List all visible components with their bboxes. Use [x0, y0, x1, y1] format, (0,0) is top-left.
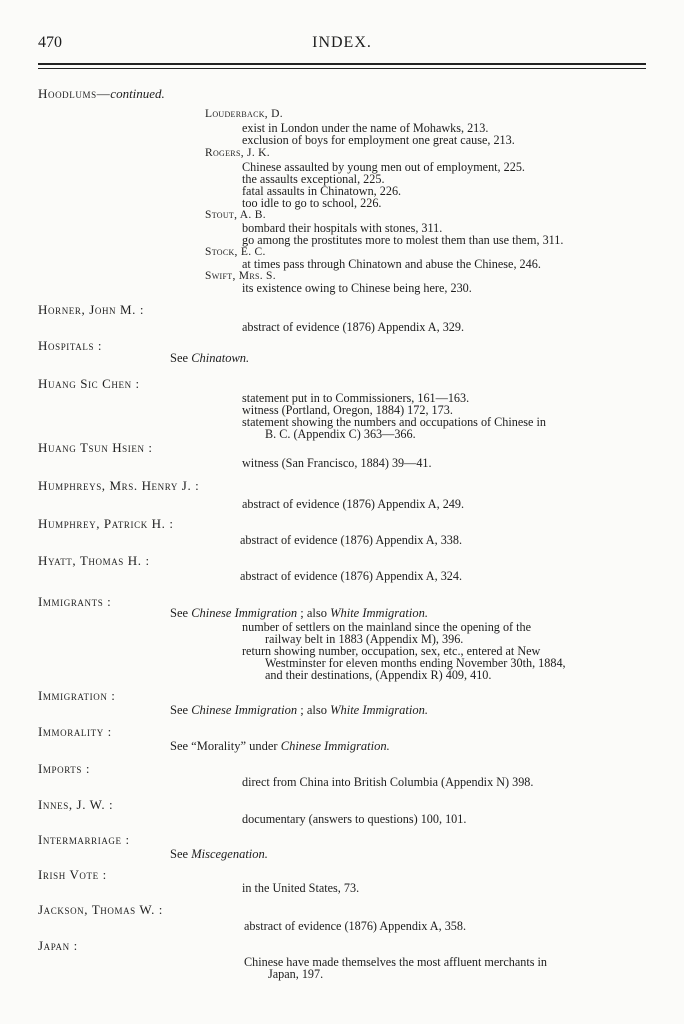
header-rule-thick — [38, 63, 646, 65]
sub-entry-louderback: Louderback, D. — [205, 108, 283, 120]
entry-heading-immorality: Immorality : — [38, 724, 112, 739]
entry-line: return showing number, occupation, sex, etc., entered at New — [242, 644, 541, 658]
entry-line: fatal assaults in Chinatown, 226. — [242, 184, 402, 198]
sub-entry-stout: Stout, A. B. — [205, 209, 266, 221]
entry-line: Chinese have made themselves the most affluent merchants in — [244, 955, 548, 969]
entry-line: witness (Portland, Oregon, 1884) 172, 173. — [242, 403, 453, 417]
entry-line: abstract of evidence (1876) Appendix A, 249. — [242, 497, 465, 511]
entry-heading-humphreys: Humphreys, Mrs. Henry J. : — [38, 478, 200, 493]
entry-line: exclusion of boys for employment one great cause, 213. — [242, 133, 515, 147]
entry-line: number of settlers on the mainland since the opening of the — [242, 620, 532, 634]
entry-line: its existence owing to Chinese being here, 230. — [242, 281, 472, 295]
sub-entry-swift: Swift, Mrs. S. — [205, 270, 276, 282]
entry-heading-hoodlums: Hoodlums—continued. — [38, 86, 165, 101]
entry-heading-intermarriage: Intermarriage : — [38, 832, 130, 847]
see-reference: See “Morality” under Chinese Immigration. — [170, 739, 390, 753]
entry-heading-immigration: Immigration : — [38, 688, 116, 703]
entry-line: Chinese assaulted by young men out of employment, 225. — [242, 160, 525, 174]
see-reference: See Chinese Immigration ; also White Immigration. — [170, 606, 428, 620]
entry-line: and their destinations, (Appendix R) 409, 410. — [265, 668, 492, 682]
entry-line: statement showing the numbers and occupations of Chinese in — [242, 415, 546, 429]
see-reference: See Chinatown. — [170, 351, 250, 365]
entry-line: bombard their hospitals with stones, 311. — [242, 221, 443, 235]
entry-line: abstract of evidence (1876) Appendix A, 358. — [244, 919, 467, 933]
entry-heading-irish-vote: Irish Vote : — [38, 867, 107, 882]
entry-line: in the United States, 73. — [242, 881, 360, 895]
entry-heading-japan: Japan : — [38, 938, 78, 953]
page-title: INDEX. — [312, 34, 372, 51]
see-reference: See Miscegenation. — [170, 847, 268, 861]
entry-line: go among the prostitutes more to molest them than use them, 311. — [242, 233, 564, 247]
entry-line: statement put in to Commissioners, 161—163. — [242, 391, 470, 405]
entry-heading-innes: Innes, J. W. : — [38, 797, 114, 812]
entry-line: Japan, 197. — [268, 967, 324, 981]
entry-line: Westminster for eleven months ending November 30th, 1884, — [265, 656, 566, 670]
entry-heading-humphrey: Humphrey, Patrick H. : — [38, 516, 174, 531]
entry-line: B. C. (Appendix C) 363—366. — [265, 427, 416, 441]
entry-heading-hospitals: Hospitals : — [38, 338, 103, 353]
entry-heading-imports: Imports : — [38, 761, 91, 776]
entry-line: at times pass through Chinatown and abuse the Chinese, 246. — [242, 257, 541, 271]
entry-line: the assaults exceptional, 225. — [242, 172, 385, 186]
header-rule-thin — [38, 68, 646, 69]
entry-heading-huang-sic-chen: Huang Sic Chen : — [38, 376, 140, 391]
entry-line: exist in London under the name of Mohawks, 213. — [242, 121, 489, 135]
sub-entry-stock: Stock, E. C. — [205, 246, 266, 258]
entry-line: abstract of evidence (1876) Appendix A, 324. — [240, 569, 463, 583]
entry-heading-horner: Horner, John M. : — [38, 302, 145, 317]
entry-line: documentary (answers to questions) 100, 101. — [242, 812, 467, 826]
entry-line: direct from China into British Columbia (Appendix N) 398. — [242, 775, 534, 789]
page-number: 470 — [38, 34, 62, 51]
entry-heading-jackson: Jackson, Thomas W. : — [38, 902, 163, 917]
entry-line: too idle to go to school, 226. — [242, 196, 382, 210]
entry-line: abstract of evidence (1876) Appendix A, 329. — [242, 320, 465, 334]
entry-heading-huang-tsun-hsien: Huang Tsun Hsien : — [38, 440, 153, 455]
see-reference: See Chinese Immigration ; also White Immigration. — [170, 703, 428, 717]
entry-line: abstract of evidence (1876) Appendix A, 338. — [240, 533, 463, 547]
entry-line: witness (San Francisco, 1884) 39—41. — [242, 456, 432, 470]
entry-heading-hyatt: Hyatt, Thomas H. : — [38, 553, 150, 568]
sub-entry-rogers: Rogers, J. K. — [205, 147, 270, 159]
entry-heading-immigrants: Immigrants : — [38, 594, 112, 609]
entry-line: railway belt in 1883 (Appendix M), 396. — [265, 632, 464, 646]
